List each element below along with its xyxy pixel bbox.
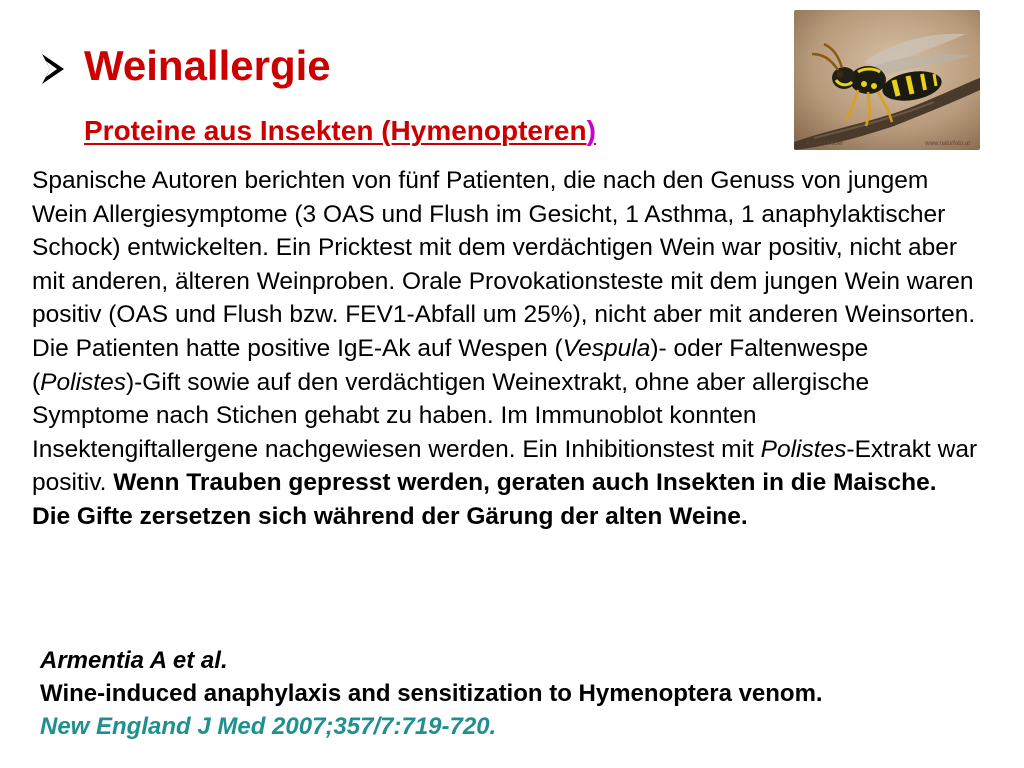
citation-journal: New England J Med 2007;357/7:719-720. bbox=[40, 713, 497, 740]
arrow-bullet-icon bbox=[40, 52, 66, 86]
wasp-photo bbox=[794, 10, 980, 150]
wasp-image bbox=[794, 10, 980, 150]
body-part-2: )- oder Faltenwespe ( bbox=[32, 334, 869, 396]
key-statement: Wenn Trauben gepresst werden, geraten auch Insekten in die Maische. bbox=[113, 469, 937, 497]
photo-credit: © Pixel Milder bbox=[806, 141, 844, 147]
photo-source: www.naturfoto.at bbox=[925, 141, 970, 147]
body-part-1: Spanische Autoren berichten von fünf Patienten, die nach den Genuss von jungem Wein Allergiesymptome (3 OAS und Flush im Gesicht, 1 Asthma, 1 anaphylaktischer Schock) entwickelten. Ein Pricktest mit dem verdächtigen Wein war positiv, nicht aber mit anderen, älteren Weinproben. Orale Provokationsteste mit dem jungen Wein waren positiv (OAS und Flush bzw. FEV1-Abfall um 25%), nicht aber mit anderen Weinsorten. Die Patienten hatte positive IgE-Ak auf Wespen ( bbox=[32, 167, 976, 362]
key-conclusion: Die Gifte zersetzen sich während der Gärung der alten Weine. bbox=[32, 502, 748, 530]
polistes-term: Polistes bbox=[40, 368, 126, 396]
slide-title: Weinallergie bbox=[84, 42, 331, 89]
citation bbox=[40, 644, 1000, 743]
vespula-term: Vespula bbox=[562, 334, 651, 362]
body-part-3: )-Gift sowie auf den verdächtigen Weinextrakt, ohne aber allergische Symptome nach Stichen gehabt zu haben. Im Immunoblot konnten Insektengiftallergene nachgewiesen werden. Ein Inhibitionstest mit bbox=[32, 368, 870, 463]
citation-title: Wine-induced anaphylaxis and sensitization to Hymenoptera venom. bbox=[40, 680, 823, 707]
subtitle-close-paren: ) bbox=[586, 115, 596, 146]
body-paragraph bbox=[32, 164, 982, 534]
citation-authors: Armentia A et al. bbox=[40, 647, 228, 674]
slide-subtitle bbox=[84, 113, 596, 149]
body-part-4: -Extrakt war positiv. bbox=[32, 435, 978, 497]
polistes-term-2: Polistes bbox=[760, 435, 847, 463]
subtitle-text: Proteine aus Insekten (Hymenopteren bbox=[84, 115, 587, 146]
